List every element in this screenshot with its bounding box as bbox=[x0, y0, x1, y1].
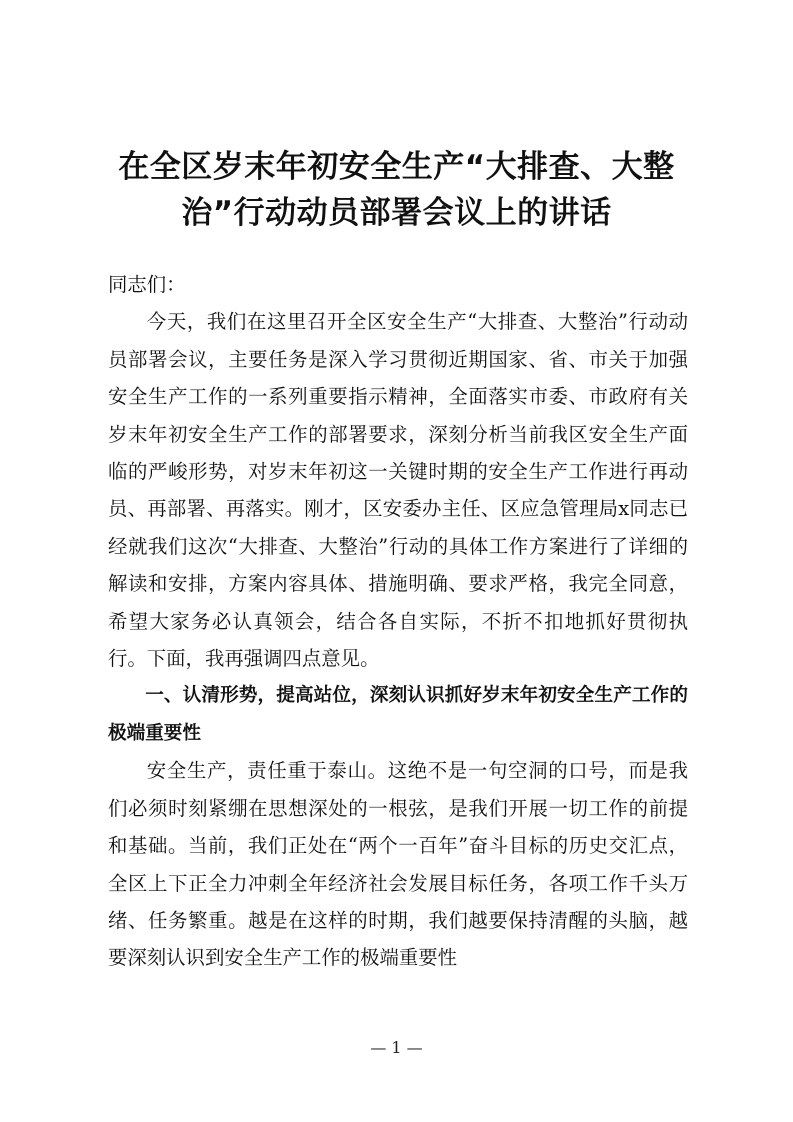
salutation: 同志们： bbox=[108, 273, 186, 296]
page-title bbox=[100, 144, 693, 236]
page-number: — 1 — bbox=[370, 1038, 423, 1057]
title-line-1: 在全区岁末年初安全生产“大排查、大整 bbox=[118, 149, 675, 185]
opening-paragraph: 今天，我们在这里召开全区安全生产“大排查、大整治”行动动员部署会议，主要任务是深入学习贯彻近期国家、省、市关于加强安全生产工作的一系列重要指示精神，全面落实市委、市政府有关岁末年初安全生产工作的部署要求，深刻分析当前我区安全生产面临的严峻形势，对岁末年初这一关键时期的安全生产工作进行再动员、再部署、再落实。刚才，区安委办主任、区应急管理局x同志已经就我们这次“大排查、大整治”行动的具体工作方案进行了详细的解读和安排，方案内容具体、措施明确、要求严格，我完全同意，希望大家务必认真领会，结合各自实际，不折不扣地抓好贯彻执行。下面，我再强调四点意见。 bbox=[108, 310, 688, 671]
section-1-paragraph: 安全生产，责任重于泰山。这绝不是一句空洞的口号，而是我们必须时刻紧绷在思想深处的一根弦，是我们开展一切工作的前提和基础。当前，我们正处在“两个一百年”奋斗目标的历史交汇点，全区上下正全力冲刺全年经济社会发展目标任务，各项工作千头万绪、任务繁重。越是在这样的时期，我们越要保持清醒的头脑，越要深刻认识到安全生产工作的极端重要性 bbox=[108, 759, 688, 970]
title-line-2: 治”行动动员部署会议上的讲话 bbox=[181, 195, 612, 231]
section-heading-1: 一、认清形势，提高站位，深刻认识抓好岁末年初安全生产工作的极端重要性 bbox=[108, 685, 688, 744]
document-body bbox=[108, 266, 688, 977]
